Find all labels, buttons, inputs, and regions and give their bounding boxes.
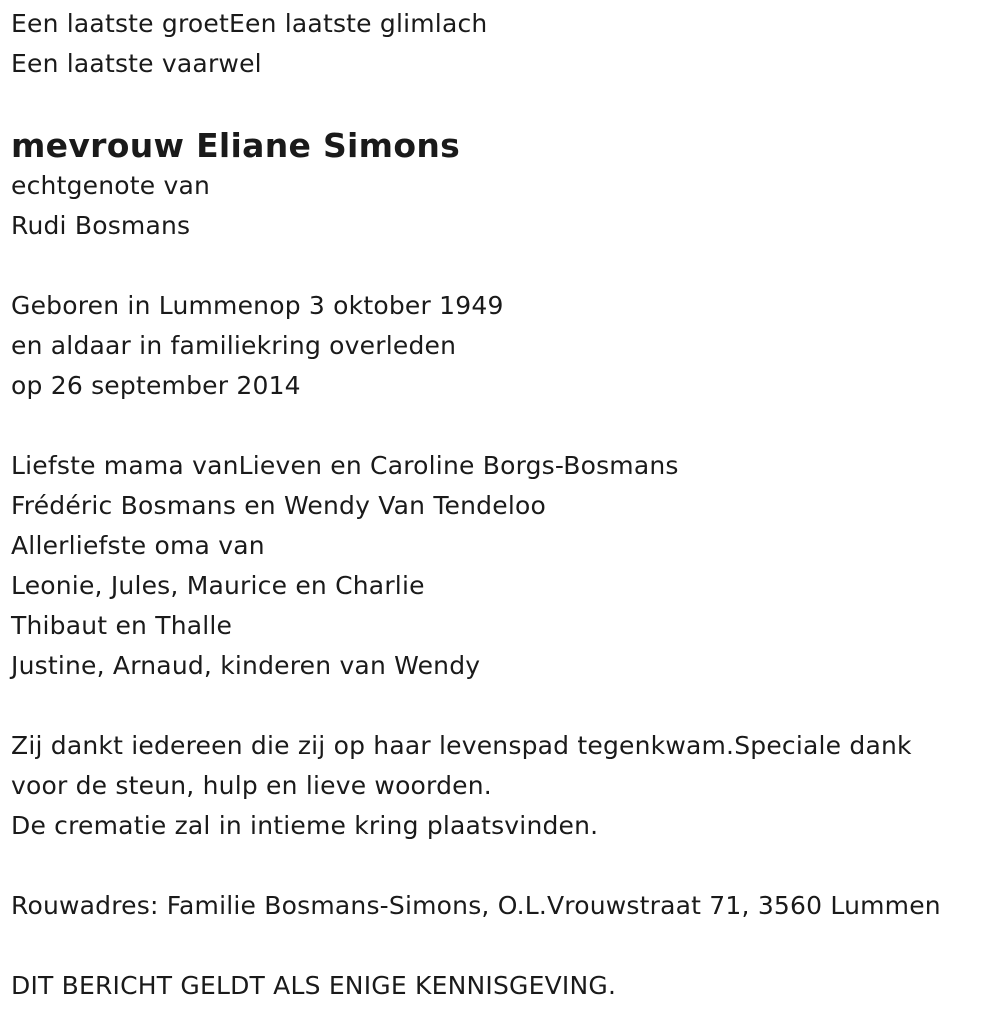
spacer (11, 406, 991, 446)
family-line: Frédéric Bosmans en Wendy Van Tendeloo (11, 491, 546, 520)
spouse-line-1: echtgenote van (11, 171, 211, 200)
birth-line-2: en aldaar in familiekring overleden (11, 331, 457, 360)
spacer (11, 246, 991, 286)
family-line: Thibaut en Thalle (11, 611, 233, 640)
notice-statement: DIT BERICHT GELDT ALS ENIGE KENNISGEVING. (11, 971, 617, 1000)
thanks-line: Zij dankt iedereen die zij op haar levenspad tegenkwam.Speciale dank (11, 731, 912, 760)
thanks-line: De crematie zal in intieme kring plaatsvinden. (11, 811, 599, 840)
family-line: Justine, Arnaud, kinderen van Wendy (11, 651, 481, 680)
family-line: Leonie, Jules, Maurice en Charlie (11, 571, 425, 600)
obituary-notice (11, 4, 991, 1006)
birth-line-1: Geboren in Lummenop 3 oktober 1949 (11, 291, 504, 320)
spacer (11, 686, 991, 726)
intro-line-1: Een laatste groetEen laatste glimlach (11, 9, 488, 38)
intro-line-2: Een laatste vaarwel (11, 49, 262, 78)
deceased-name: mevrouw Eliane Simons (11, 126, 461, 165)
family-line: Allerliefste oma van (11, 531, 265, 560)
mourning-address: Rouwadres: Familie Bosmans-Simons, O.L.Vrouwstraat 71, 3560 Lummen (11, 891, 941, 920)
spacer (11, 926, 991, 966)
spacer (11, 846, 991, 886)
spouse-line-2: Rudi Bosmans (11, 211, 191, 240)
family-line: Liefste mama vanLieven en Caroline Borgs-Bosmans (11, 451, 679, 480)
thanks-line: voor de steun, hulp en lieve woorden. (11, 771, 492, 800)
birth-line-3: op 26 september 2014 (11, 371, 301, 400)
